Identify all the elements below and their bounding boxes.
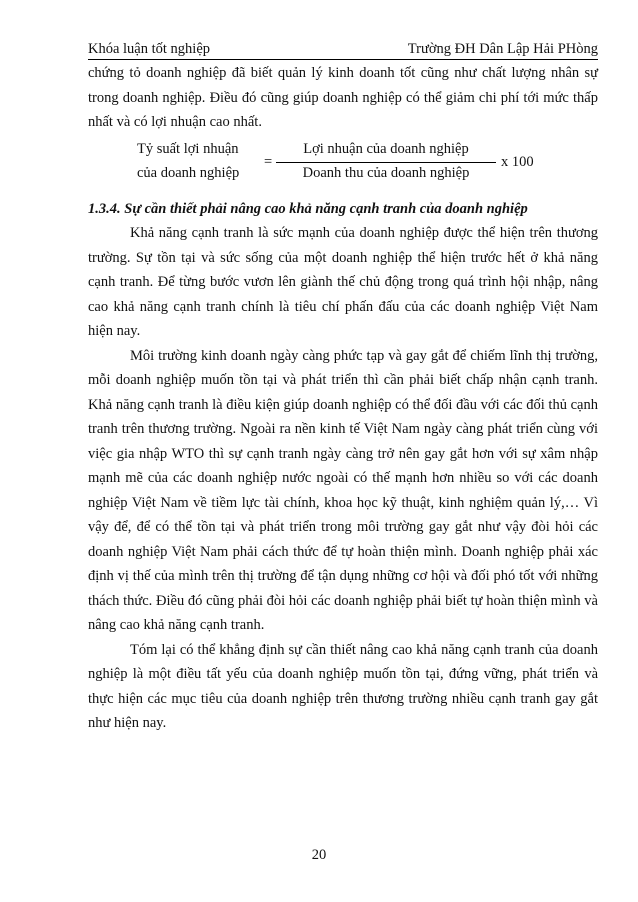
header-left-title: Khóa luận tốt nghiệp bbox=[88, 41, 211, 57]
formula-equals: = bbox=[264, 153, 273, 170]
formula-left-side bbox=[137, 137, 239, 185]
intro-paragraph: chứng tỏ doanh nghiệp đã biết quản lý kinh doanh tốt cũng như chất lượng nhân sự trong doanh nghiệp. Điều đó cũng giúp doanh nghiệp có thể giảm chi phí tới mức thấp nhất và có lợi nhuận cao nhất. bbox=[88, 65, 598, 130]
formula-multiplier: x 100 bbox=[501, 153, 534, 170]
formula-denominator: Doanh thu của doanh nghiệp bbox=[302, 164, 470, 181]
formula-left-line1: Tỷ suất lợi nhuận bbox=[137, 140, 239, 157]
header-right-title: Trường ĐH Dân Lập Hải PHòng bbox=[407, 41, 598, 57]
formula-fraction bbox=[276, 137, 496, 185]
body-paragraph: Môi trường kinh doanh ngày càng phức tạp và gay gắt để chiếm lĩnh thị trường, mỗi doanh nghiệp muốn tồn tại và phát triển thì cần phải biết chấp nhận cạnh tranh. Khả năng cạnh tranh là điều kiện giúp doanh nghiệp có thể đối đầu với các đối thủ cạnh tranh trên thương trường. Ngoài ra nền kinh tế Việt Nam ngày càng phát triển cùng với việc gia nhập WTO thì sự cạnh tranh ngày càng trở nên gay gắt hơn với sự xâm nhập mạnh mẽ của các doanh nghiệp nước ngoài có thế mạnh hơn nhiều so với các doanh nghiệp Việt Nam về tiềm lực tài chính, khoa học kỹ thuật, kinh nghiệm quản lý,… Vì vậy để, để có thể tồn tại và phát triển trong môi trường gay gắt như vậy đòi hỏi các doanh nghiệp Việt Nam phải cách thức để tự hoàn thiện mình. Doanh nghiệp phải xác định vị thế của mình trên thị trường để tận dụng những cơ hội và đối phó tốt với những thách thức. Điều đó cũng phải đòi hỏi các doanh nghiệp phải biết tự hoàn thiện mình và nâng cao khả năng cạnh tranh. bbox=[88, 347, 598, 633]
header-divider bbox=[88, 59, 598, 60]
formula-numerator: Lợi nhuận của doanh nghiệp bbox=[303, 140, 469, 157]
section-heading: 1.3.4. Sự cần thiết phải nâng cao khả năng cạnh tranh của doanh nghiệp bbox=[88, 200, 528, 217]
body-paragraph: Tóm lại có thể khẳng định sự cần thiết nâng cao khả năng cạnh tranh của doanh nghiệp là một điều tất yếu của doanh nghiệp muốn tồn tại, đứng vững, phát triển và thực hiện các mục tiêu của doanh nghiệp trên thương trường nhiều cạnh tranh gay gắt như hiện nay. bbox=[88, 641, 598, 731]
page-header bbox=[88, 36, 598, 58]
page-number: 20 bbox=[311, 847, 327, 863]
body-paragraph: Khả năng cạnh tranh là sức mạnh của doanh nghiệp được thể hiện trên thương trường. Sự tồn tại và sức sống của một doanh nghiệp thể hiện trước hết ở khả năng cạnh tranh. Để từng bước vươn lên giành thế chủ động trong quá trình hội nhập, nâng cao khả năng cạnh tranh chính là tiêu chí phấn đấu của các doanh nghiệp Việt Nam hiện nay. bbox=[88, 225, 598, 339]
page-body bbox=[88, 61, 598, 736]
fraction-bar bbox=[276, 162, 496, 163]
formula-left-line2: của doanh nghiệp bbox=[137, 164, 240, 181]
profit-ratio-formula bbox=[88, 137, 598, 189]
